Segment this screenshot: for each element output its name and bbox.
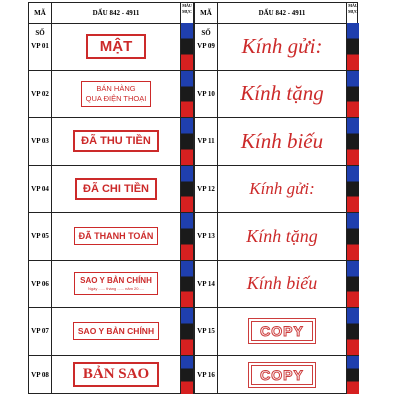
item-code: VP 11: [195, 118, 218, 165]
table-row: [195, 356, 359, 394]
ink-color-header: MÀU MỰC: [180, 3, 193, 23]
stamp-copy: [248, 318, 316, 344]
ink-color-strip: [180, 308, 193, 355]
ink-color-strip: [180, 166, 193, 213]
script-kinh-gui: Kính gửi:: [249, 178, 315, 198]
table-row: [195, 261, 359, 309]
table-row: [195, 308, 359, 356]
stamp-ban-sao: BẢN SAO: [73, 362, 159, 387]
ink-color-strip: [346, 166, 359, 213]
item-code: VP 07: [29, 308, 52, 355]
table-row: [195, 71, 359, 119]
script-kinh-tang: Kính tặng: [240, 81, 324, 106]
ink-color-header: MÀU MỰC: [346, 3, 359, 23]
stamp-mat: MẬT: [86, 34, 147, 59]
table-row: [29, 261, 193, 309]
item-code: VP 01: [29, 23, 52, 70]
stamp-sao-y-ban-chinh: SAO Y BẢN CHÍNH: [73, 322, 159, 340]
ink-color-strip: [346, 213, 359, 260]
ink-color-strip: [346, 356, 359, 394]
stamp-catalog-sheet: [28, 2, 358, 394]
table-row: [195, 213, 359, 261]
table-row: [29, 308, 193, 356]
ink-color-strip: [346, 261, 359, 308]
ink-color-strip: [180, 213, 193, 260]
code-header: MÃ SỐ: [29, 3, 52, 23]
table-row: [195, 118, 359, 166]
table-row: [29, 166, 193, 214]
title-header: DẤU 842 - 4911: [258, 9, 306, 17]
copy-text: COPY: [251, 365, 313, 385]
script-kinh-gui: Kính gửi:: [241, 33, 323, 58]
ink-color-strip: [180, 71, 193, 118]
table-row: [29, 356, 193, 394]
item-code: VP 14: [195, 261, 218, 308]
item-code: VP 13: [195, 213, 218, 260]
right-header: [195, 3, 359, 37]
stamp-line: SAO Y BẢN CHÍNH: [80, 276, 152, 286]
item-code: VP 05: [29, 213, 52, 260]
table-row: [29, 118, 193, 166]
copy-text: COPY: [251, 321, 313, 341]
title-header: DẤU 842 - 4911: [92, 9, 140, 17]
stamp-da-thu-tien: ĐÃ THU TIỀN: [73, 130, 159, 152]
stamp-da-chi-tien: ĐÃ CHI TIỀN: [75, 178, 157, 200]
stamp-copy: [248, 362, 316, 388]
item-code: VP 04: [29, 166, 52, 213]
script-kinh-tang: Kính tặng: [246, 225, 318, 246]
left-header: [29, 3, 193, 37]
item-code: VP 08: [29, 356, 52, 394]
left-column: [29, 3, 193, 393]
stamp-line: QUA ĐIỆN THOẠI: [85, 93, 147, 103]
item-code: VP 06: [29, 261, 52, 308]
table-row: [195, 23, 359, 71]
item-code: VP 03: [29, 118, 52, 165]
ink-color-strip: [346, 23, 359, 70]
table-row: [195, 166, 359, 214]
ink-color-strip: [180, 261, 193, 308]
item-code: VP 09: [195, 23, 218, 70]
right-column: [195, 3, 359, 393]
ink-color-strip: [346, 308, 359, 355]
code-header: MÃ SỐ: [195, 3, 218, 23]
stamp-da-thanh-toan: ĐÃ THANH TOÁN: [74, 227, 159, 245]
stamp-sao-y-ngay: [74, 272, 158, 295]
ink-color-strip: [180, 23, 193, 70]
item-code: VP 02: [29, 71, 52, 118]
table-row: [29, 23, 193, 71]
item-code: VP 16: [195, 356, 218, 394]
ink-color-strip: [346, 118, 359, 165]
script-kinh-bieu: Kính biếu: [240, 128, 324, 153]
table-row: [29, 71, 193, 119]
item-code: VP 12: [195, 166, 218, 213]
stamp-line: BÁN HÀNG: [96, 83, 136, 93]
ink-color-strip: [180, 356, 193, 394]
item-code: VP 10: [195, 71, 218, 118]
table-row: [29, 213, 193, 261]
stamp-ban-hang: [81, 81, 152, 107]
item-code: VP 15: [195, 308, 218, 355]
ink-color-strip: [180, 118, 193, 165]
stamp-date-line: Ngày ...... tháng ...... năm 20.....: [87, 286, 145, 292]
script-kinh-bieu: Kính biếu: [246, 273, 318, 294]
ink-color-strip: [346, 71, 359, 118]
